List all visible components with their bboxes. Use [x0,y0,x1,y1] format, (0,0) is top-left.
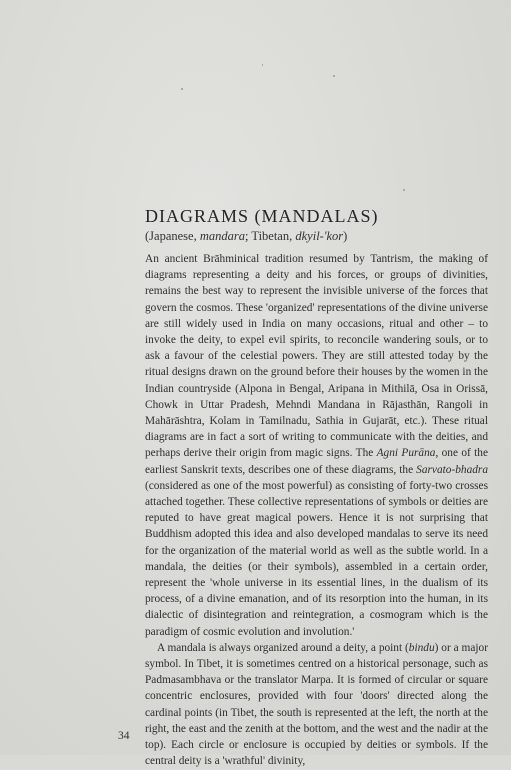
paragraph-text: A mandala is always organized around a deity, a point ( [157,641,409,654]
paper-speck [262,64,263,66]
body-text [145,251,488,770]
body-paragraph [145,251,488,640]
paragraph-text: (considered as one of the most powerful) as consisting of forty-two crosses attached together. These collective representations of symbols or deities are reputed to have great magical powers. Hence it is not surprising that Buddhism adopted this idea and also developed mandalas to serve its need for the organization of the material world as well as the subtle world. In a mandala, the deities (or their symbols), assembled in a certain order, represent the 'whole universe in its essential lines, in the dualism of its process, of a divine emanation, and of its resorption into the human, in its dialectic of disintegration and reintegration, a cosmogram which is the paradigm of cosmic evolution and involution.' [145,479,488,638]
subtitle-term: dkyil-'kor [295,229,344,243]
paragraph-text: , one of the earliest Sanskrit texts, describes one of these diagrams, the [145,447,488,476]
italic-term: bindu [408,641,435,654]
paragraph-text: An ancient Brāhminical tradition resumed by Tantrism, the making of diagrams representing a deity and his forces, or groups of divinities, remains the best way to represent the invisible universe of the forces that govern the cosmos. These 'organized' representations of the divine universe are still widely used in India on many occasions, ritual and other – to invoke the deity, to expel evil spirits, to reconcile wandering souls, or to ask a favour of the celestial powers. They are still attested today by the ritual designs drawn on the ground before their houses by the women in the Indian countryside (Alpona in Bengal, Aripana in Mithilā, Osa in Orissā, Chowk in Uttar Pradesh, Mehndi Mandana in Rājasthān, Rangoli in Mahārāshtra, Kolam in Tamilnadu, Sathia in Gujarāt, etc.). These ritual diagrams are in fact a sort of writing to communicate with the deities, and perhaps derive their origin from magic signs. The [145,253,488,460]
subtitle-term: mandara [199,229,245,243]
page-title: DIAGRAMS (MANDALAS) [145,206,379,226]
page-number: 34 [118,730,130,742]
body-paragraph [145,640,488,770]
paper-speck [181,88,183,90]
subtitle-text: ) [343,229,348,243]
italic-term: Sarvato-bhadra [416,463,488,476]
paper-speck [333,75,335,77]
paragraph-text: ) or a major symbol. In Tibet, it is sometimes centred on a historical personage, such as Padmasambhava or the translator Marpa. It is formed of circular or square concentric enclosures, provided with four 'doors' directed along the cardinal points (in Tibet, the south is represented at the left, the north at the right, the east and the zenith at the bottom, and the west and the nadir at the top). Each circle or enclosure is occupied by deities or symbols. If the central deity is a 'wrathful' divinity, [145,641,488,768]
italic-term: Agni Purāna [376,447,436,460]
paper-speck [403,189,405,191]
subtitle-text: ; Tibetan, [245,229,296,243]
subtitle-text: (Japanese, [145,229,200,243]
page-subtitle [145,229,347,244]
